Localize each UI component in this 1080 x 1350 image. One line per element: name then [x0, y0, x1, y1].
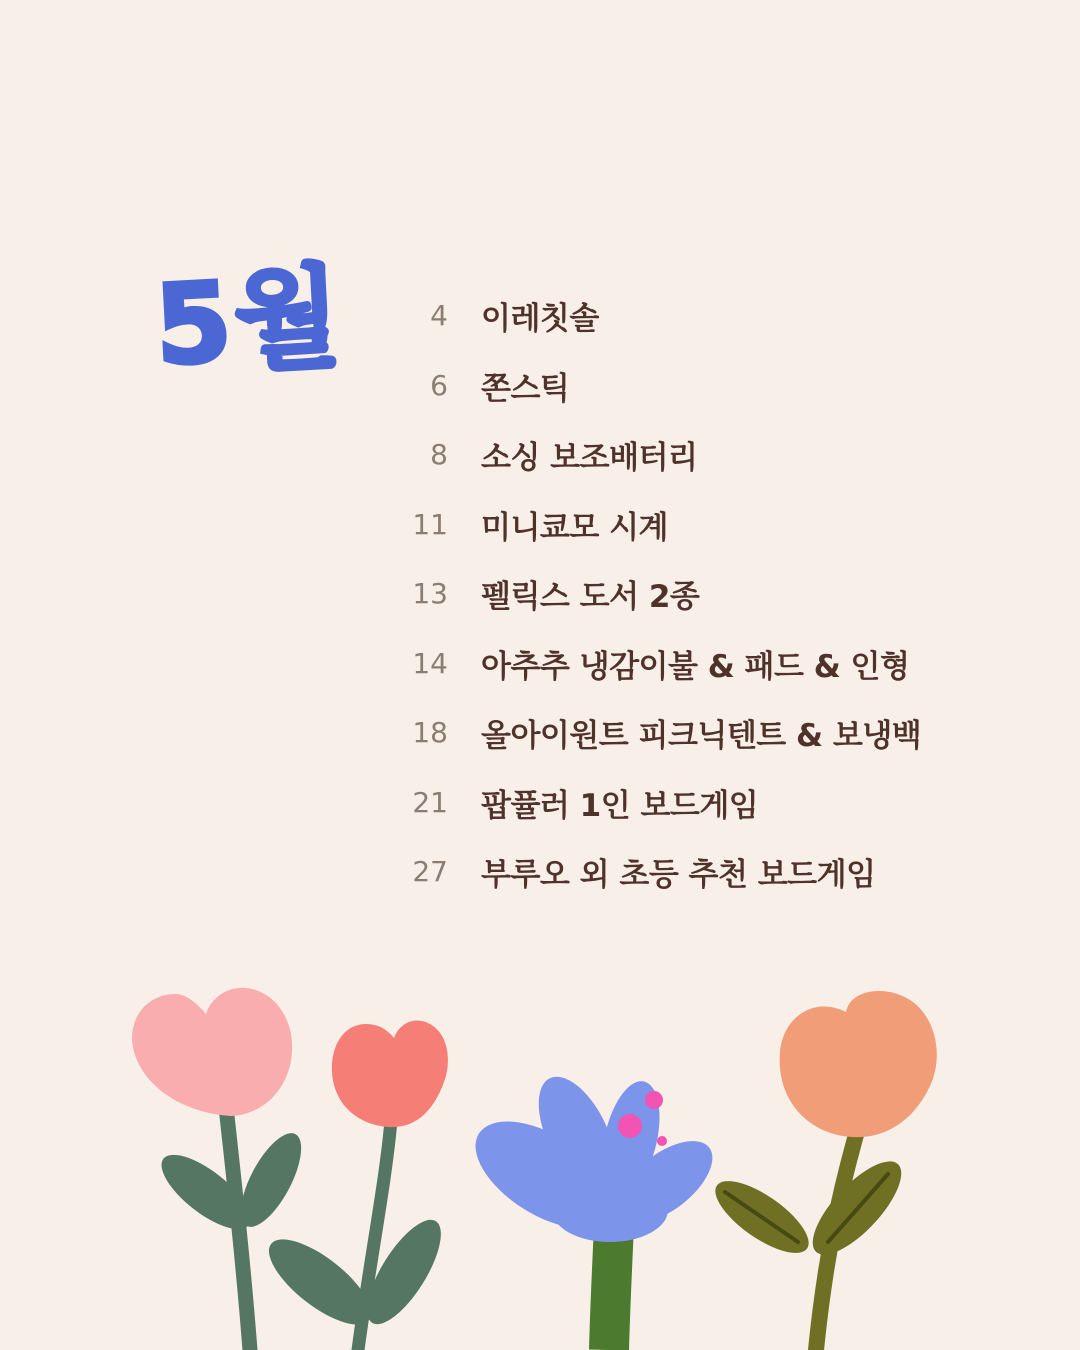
toc-page-number: 8	[430, 438, 448, 472]
toc-page-number: 27	[412, 855, 448, 889]
toc-page-number: 6	[430, 368, 448, 402]
blue-flower-stem	[609, 1225, 614, 1350]
toc-row	[398, 768, 921, 838]
toc-item-label: 이레칫솔	[481, 301, 599, 338]
toc-row	[398, 281, 921, 351]
blue-flower-petal	[552, 1178, 668, 1242]
coral-tulip-petal	[332, 1020, 448, 1127]
toc-row	[398, 698, 921, 768]
pink-tulip	[132, 988, 313, 1350]
page-title: 5월	[151, 252, 348, 390]
toc-item-label: 펠릭스 도서 2종	[481, 579, 700, 616]
blue-flower-dot	[618, 1114, 642, 1138]
toc-row	[398, 420, 921, 490]
toc-item-label: 소싱 보조배터리	[481, 440, 698, 477]
toc-page-number: 18	[412, 716, 448, 750]
toc-page-number: 4	[430, 299, 448, 333]
toc-item-label: 아추추 냉감이불 & 패드 & 인형	[481, 648, 910, 685]
orange-tulip	[705, 991, 937, 1350]
toc-list	[398, 281, 921, 907]
blue-flower	[458, 1065, 727, 1350]
toc-row	[398, 559, 921, 629]
toc-item-label: 쫀스틱	[481, 370, 570, 407]
toc-row	[398, 837, 921, 907]
toc-page-number: 13	[412, 577, 448, 611]
toc-row	[398, 351, 921, 421]
orange-tulip-petal	[780, 991, 937, 1137]
toc-item-label: 팝퓰러 1인 보드게임	[481, 787, 759, 824]
toc-page-number: 11	[412, 507, 448, 541]
pink-tulip-petal	[132, 988, 292, 1116]
toc-row	[398, 629, 921, 699]
toc-page-number: 14	[412, 646, 448, 680]
toc-item-label: 미니쿄모 시계	[481, 509, 668, 546]
toc-item-label: 부루오 외 초등 추천 보드게임	[481, 857, 876, 894]
flower-illustration	[0, 930, 1080, 1350]
blue-flower-dot	[645, 1091, 663, 1109]
toc-row	[398, 490, 921, 560]
toc-item-label: 올아이원트 피크닉텐트 & 보냉백	[481, 718, 922, 755]
blue-flower-dot	[657, 1136, 667, 1146]
toc-page-number: 21	[412, 785, 448, 819]
